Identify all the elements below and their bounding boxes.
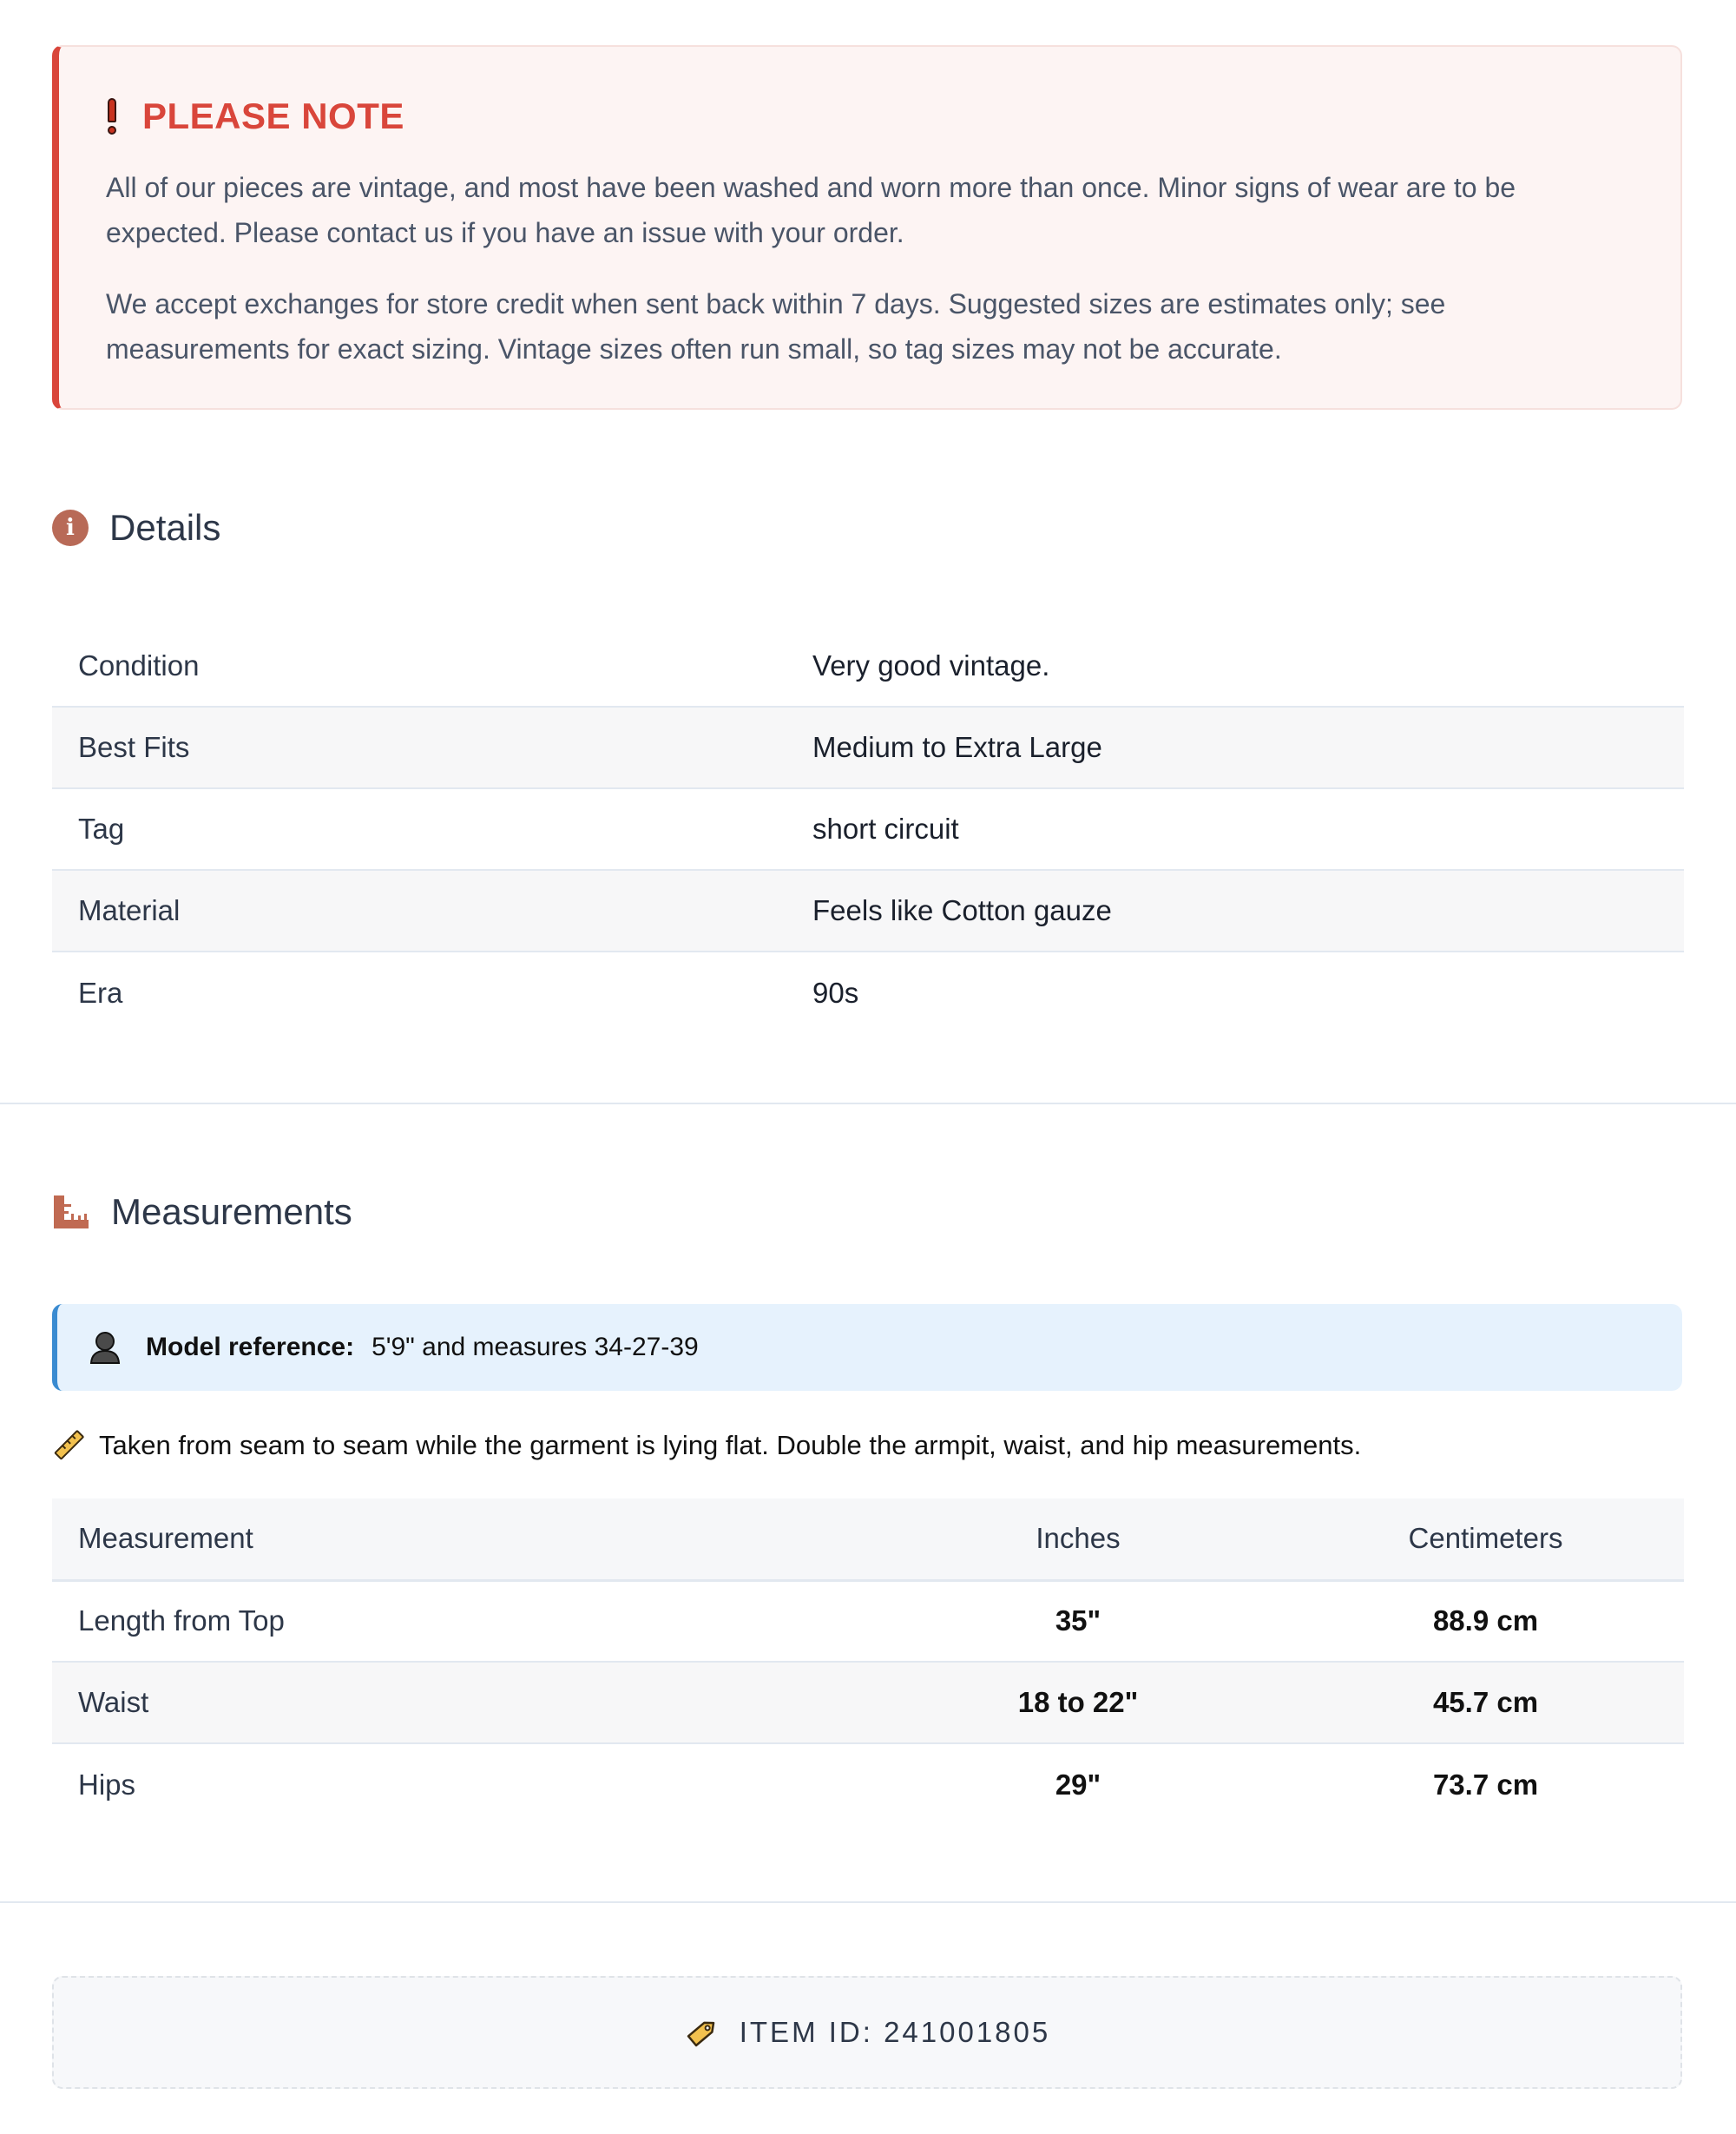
details-value: Feels like Cotton gauze <box>786 870 1684 952</box>
details-value: Very good vintage. <box>786 625 1684 707</box>
details-heading-label: Details <box>109 507 221 548</box>
details-heading <box>52 507 220 549</box>
measurement-cm: 73.7 cm <box>1432 1768 1539 1801</box>
measurement-note-text: Taken from seam to seam while the garment is lying flat. Double the armpit, waist, and hip measurements. <box>99 1430 1362 1460</box>
measurements-heading-label: Measurements <box>111 1191 352 1232</box>
model-reference-box <box>52 1304 1682 1391</box>
measurement-inches: 18 to 22" <box>869 1662 1287 1743</box>
measurement-note <box>52 1429 1361 1462</box>
details-label: Era <box>78 976 123 1009</box>
item-id-label: ITEM ID: 241001805 <box>739 2016 1051 2048</box>
details-value: Medium to Extra Large <box>786 707 1684 788</box>
tag-icon <box>684 2014 720 2051</box>
details-value: 90s <box>812 976 859 1009</box>
measurement-inches: 35" <box>869 1580 1287 1662</box>
column-header: Centimeters <box>1287 1498 1684 1580</box>
measurement-name: Hips <box>78 1768 136 1801</box>
table-row <box>52 788 1684 870</box>
exclamation-icon <box>104 98 120 135</box>
section-divider <box>0 1901 1736 1903</box>
notice-title: PLEASE NOTE <box>142 96 404 136</box>
info-icon: i <box>52 510 89 546</box>
table-row <box>52 870 1684 952</box>
details-label: Material <box>52 870 786 952</box>
table-header-row <box>52 1498 1684 1580</box>
measurements-heading <box>52 1191 352 1233</box>
measurement-inches: 29" <box>1055 1768 1101 1801</box>
details-label: Condition <box>52 625 786 707</box>
measurement-cm: 88.9 cm <box>1287 1580 1684 1662</box>
notice-header <box>104 96 404 137</box>
column-header: Inches <box>869 1498 1287 1580</box>
person-icon <box>89 1330 122 1365</box>
model-reference-value: 5'9" and measures 34-27-39 <box>372 1333 699 1361</box>
model-reference-label: Model reference: <box>146 1333 355 1361</box>
table-row <box>52 625 1684 707</box>
details-value: short circuit <box>786 788 1684 870</box>
section-divider <box>0 1103 1736 1104</box>
table-row <box>52 1580 1684 1662</box>
notice-paragraph-2: We accept exchanges for store credit when sent back within 7 days. Suggested sizes are estimates only; see measurements for exact sizing. Vintage sizes often run small, so tag sizes may not be accurate. <box>106 288 1446 365</box>
table-row <box>52 952 1684 1033</box>
details-label: Tag <box>52 788 786 870</box>
item-id-box <box>52 1976 1682 2089</box>
measurement-name: Length from Top <box>52 1580 869 1662</box>
please-note-box <box>52 45 1682 410</box>
notice-paragraph-1: All of our pieces are vintage, and most have been washed and worn more than once. Minor signs of wear are to be expected. Please contact us if you have an issue with your order. <box>106 172 1516 248</box>
details-table <box>52 625 1684 1033</box>
measurement-cm: 45.7 cm <box>1287 1662 1684 1743</box>
details-label: Best Fits <box>52 707 786 788</box>
table-row <box>52 1743 1684 1825</box>
measurements-table <box>52 1498 1684 1825</box>
pencil-icon <box>52 1429 85 1462</box>
measurement-name: Waist <box>52 1662 869 1743</box>
table-row <box>52 1662 1684 1743</box>
table-row <box>52 707 1684 788</box>
column-header: Measurement <box>52 1498 869 1580</box>
ruler-icon <box>52 1194 90 1230</box>
